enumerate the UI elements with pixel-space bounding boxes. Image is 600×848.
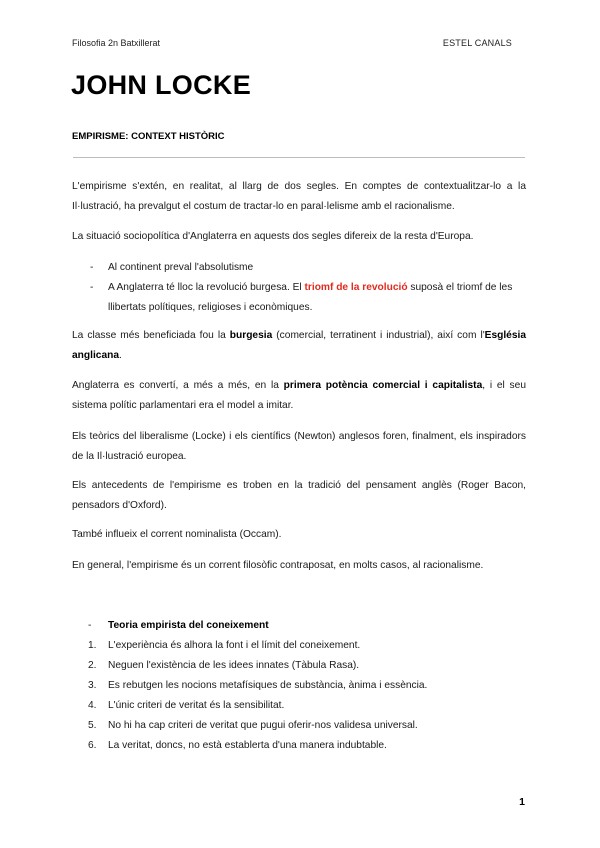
highlight-text: triomf de la revolució: [304, 282, 408, 293]
bullet-list: [72, 258, 526, 318]
dash-marker: -: [90, 262, 94, 273]
bold-term: primera potència comercial i capitalista: [283, 380, 483, 391]
list-item: [72, 258, 526, 278]
paragraph-nominalism: També influeix el corrent nominalista (Occam).: [72, 529, 282, 540]
paragraph-sociopolitical: La situació sociopolítica d'Anglaterra en aquests dos segles difereix de la resta d'Europa.: [72, 231, 474, 242]
bold-term: burgesia: [229, 330, 273, 341]
list-item: 3. Es rebutgen les nocions metafísiques de substància, ànima i essència.: [88, 680, 428, 691]
paragraph-intro: L'empirisme s'extén, en realitat, al llarg de dos segles. En comptes de contextualitzar-lo a la Il·lustració, ha prevalgut el costum de tractar-lo en paral·lelisme amb el racionalisme.: [72, 181, 526, 212]
list-item: 2. Neguen l'existència de les idees innates (Tàbula Rasa).: [88, 660, 360, 671]
paragraph-antecedents: Els antecedents de l'empirisme es troben en la tradició del pensament anglès (Roger Bacon, pensadors d'Oxford).: [72, 480, 526, 511]
list-item: 1. L'experiència és alhora la font i el límit del coneixement.: [88, 640, 361, 651]
paragraph-bourgeoisie: La classe més beneficiada fou la burgesia (comercial, terratinent i industrial), així com l'Església anglicana.: [72, 330, 527, 361]
section-subtitle: EMPIRISME: CONTEXT HISTÒRIC: [72, 131, 225, 142]
page-title: JOHN LOCKE: [71, 70, 252, 100]
list-item: [72, 278, 526, 318]
bold-term: Església anglicana: [72, 330, 527, 361]
header-author: ESTEL CANALS: [442, 38, 512, 48]
header-course: Filosofia 2n Batxillerat: [72, 38, 161, 48]
bullet-text: A Anglaterra té lloc la revolució burgesa. El triomf de la revolució suposà el triomf de les llibertats polítiques, religioses i econòmiques.: [108, 282, 513, 313]
list-item: 4. L'únic criteri de veritat és la sensibilitat.: [88, 700, 285, 711]
list-item: 6. La veritat, doncs, no està establerta d'una manera indubtable.: [88, 740, 387, 751]
horizontal-rule: [73, 157, 525, 158]
dash-marker: -: [90, 282, 94, 293]
list-item: 5. No hi ha cap criteri de veritat que pugui oferir-nos validesa universal.: [88, 720, 418, 731]
theory-heading: Teoria empirista del coneixement: [108, 620, 269, 631]
paragraph-england: Anglaterra es convertí, a més a més, en la primera potència comercial i capitalista, i el seu sistema polític parlamentari era el model a imitar.: [72, 380, 526, 411]
paragraph-theorists: Els teòrics del liberalisme (Locke) i els científics (Newton) anglesos foren, finalment, els inspiradors de la Il·lustració europea.: [72, 431, 526, 462]
bullet-text: Al continent preval l'absolutisme: [108, 262, 254, 273]
theory-list: [72, 616, 526, 756]
page-number: 1: [519, 796, 525, 808]
paragraph-general: En general, l'empirisme és un corrent filosòfic contraposat, en molts casos, al racionalisme.: [72, 560, 484, 571]
theory-heading-row: [72, 616, 526, 636]
dash-marker: -: [88, 620, 92, 631]
